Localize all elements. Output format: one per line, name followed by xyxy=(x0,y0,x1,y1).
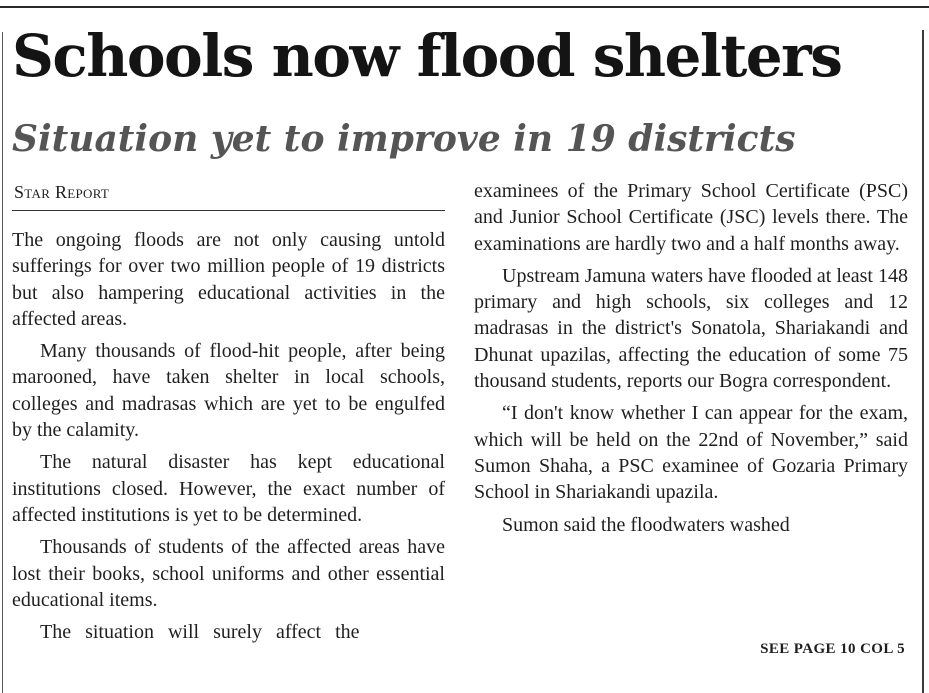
byline: Star Report xyxy=(14,182,110,202)
headline: Schools now flood shelters xyxy=(12,22,842,90)
paragraph: “I don't know whether I can appear for the exam, which will be held on the 22nd of November,” said Sumon Shaha, a PSC examinee of Gozaria Primary School in Shariakandi upazila. xyxy=(474,402,908,504)
byline-divider xyxy=(12,210,445,211)
continued-on-page-link[interactable]: SEE PAGE 10 COL 5 xyxy=(760,641,905,657)
article-column-left xyxy=(12,227,445,651)
left-border-rule xyxy=(2,32,3,693)
article-column-right xyxy=(474,178,908,544)
paragraph: The situation will surely affect the xyxy=(40,621,360,644)
paragraph: Sumon said the floodwaters washed xyxy=(502,513,790,536)
paragraph: The natural disaster has kept educational institutions closed. However, the exact number of affected institutions is yet to be determined. xyxy=(12,451,445,526)
paragraph-lead: The ongoing floods are not only causing untold sufferings for over two million people of 19 districts but also hampering educational activities in the affected areas. xyxy=(12,229,445,330)
top-border-rule xyxy=(0,6,929,8)
paragraph: examinees of the Primary School Certificate (PSC) and Junior School Certificate (JSC) levels there. The examinations are hardly two and a half months away. xyxy=(474,180,908,255)
right-border-rule xyxy=(922,30,924,693)
paragraph: Thousands of students of the affected areas have lost their books, school uniforms and other essential educational items. xyxy=(12,536,445,611)
subheadline: Situation yet to improve in 19 districts xyxy=(12,118,796,160)
paragraph: Upstream Jamuna waters have flooded at least 148 primary and high schools, six colleges and 12 madrasas in the district's Sonatola, Shariakandi and Dhunat upazilas, affecting the education of some 75 thousand students, reports our Bogra correspondent. xyxy=(474,264,908,393)
paragraph: Many thousands of flood-hit people, after being marooned, have taken shelter in local schools, colleges and madrasas which are yet to be engulfed by the calamity. xyxy=(12,340,445,442)
